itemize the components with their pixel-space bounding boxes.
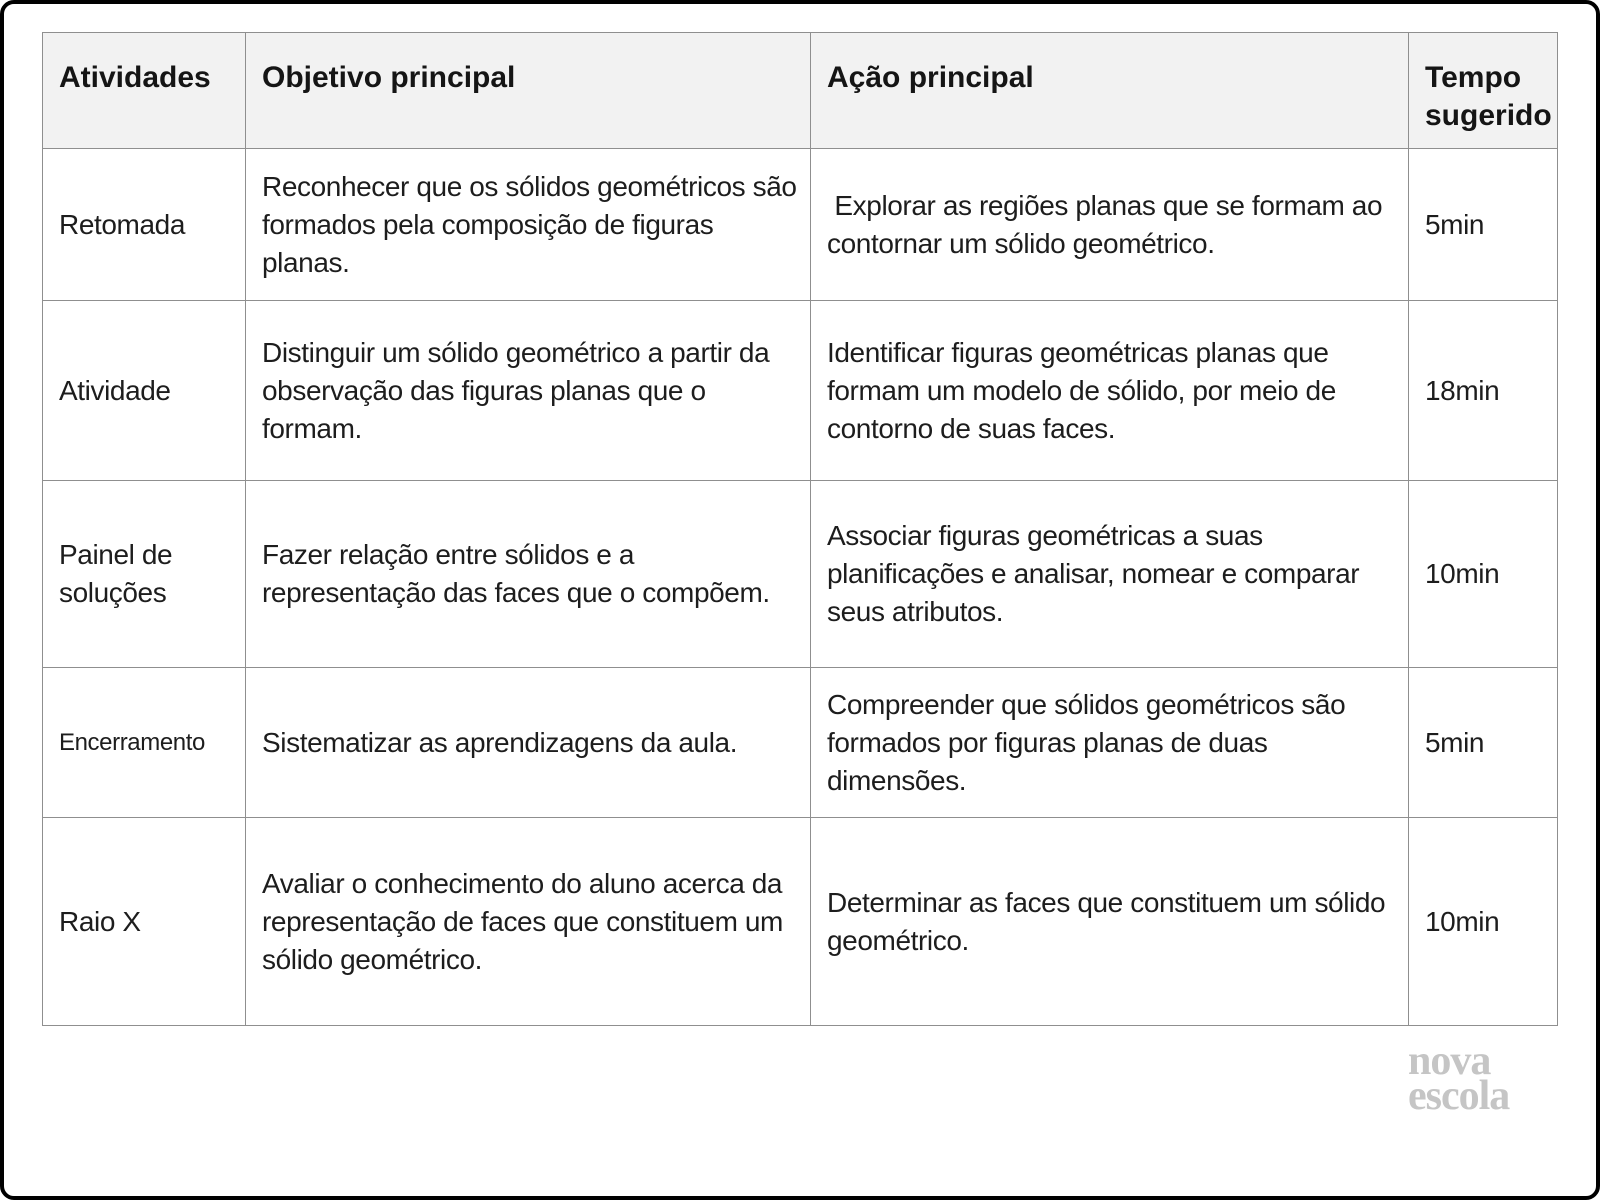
logo-line-nova: nova: [1408, 1038, 1491, 1084]
cell-objetivo: Distinguir um sólido geométrico a partir da observação das figuras planas que o formam.: [246, 301, 811, 481]
cell-acao: Compreender que sólidos geométricos são formados por figuras planas de duas dimensões.: [811, 668, 1409, 818]
cell-acao: Explorar as regiões planas que se formam ao contornar um sólido geométrico.: [811, 149, 1409, 301]
lesson-plan-table: [42, 32, 1558, 1026]
cell-acao: Associar figuras geométricas a suas planificações e analisar, nomear e comparar seus atributos.: [811, 481, 1409, 668]
cell-tempo: 10min: [1409, 818, 1558, 1026]
cell-tempo: 5min: [1409, 149, 1558, 301]
cell-tempo: 18min: [1409, 301, 1558, 481]
table-row-painel-de-solucoes: [43, 481, 1558, 668]
cell-tempo: 5min: [1409, 668, 1558, 818]
cell-atividade: Painel de soluções: [43, 481, 246, 668]
table-row-encerramento: [43, 668, 1558, 818]
cell-atividade: Retomada: [43, 149, 246, 301]
table-row-atividade: [43, 301, 1558, 481]
cell-tempo: 10min: [1409, 481, 1558, 668]
cell-objetivo: Avaliar o conhecimento do aluno acerca da representação de faces que constituem um sólido geométrico.: [246, 818, 811, 1026]
header-tempo-sugerido: Tempo sugerido: [1409, 33, 1558, 149]
cell-atividade: Encerramento: [43, 668, 246, 818]
header-acao-principal: Ação principal: [811, 33, 1409, 149]
table-row-raio-x: [43, 818, 1558, 1026]
header-atividades: Atividades: [43, 33, 246, 149]
table-header-row: [43, 33, 1558, 149]
cell-objetivo: Sistematizar as aprendizagens da aula.: [246, 668, 811, 818]
cell-objetivo: Reconhecer que os sólidos geométricos são formados pela composição de figuras planas.: [246, 149, 811, 301]
cell-acao: Identificar figuras geométricas planas que formam um modelo de sólido, por meio de contorno de suas faces.: [811, 301, 1409, 481]
cell-atividade: Atividade: [43, 301, 246, 481]
table-row-retomada: [43, 149, 1558, 301]
cell-objetivo: Fazer relação entre sólidos e a representação das faces que o compõem.: [246, 481, 811, 668]
logo-line-escola: escola: [1408, 1073, 1510, 1119]
nova-escola-logo: [1408, 1038, 1510, 1119]
cell-atividade: Raio X: [43, 818, 246, 1026]
cell-acao: Determinar as faces que constituem um sólido geométrico.: [811, 818, 1409, 1026]
header-objetivo-principal: Objetivo principal: [246, 33, 811, 149]
